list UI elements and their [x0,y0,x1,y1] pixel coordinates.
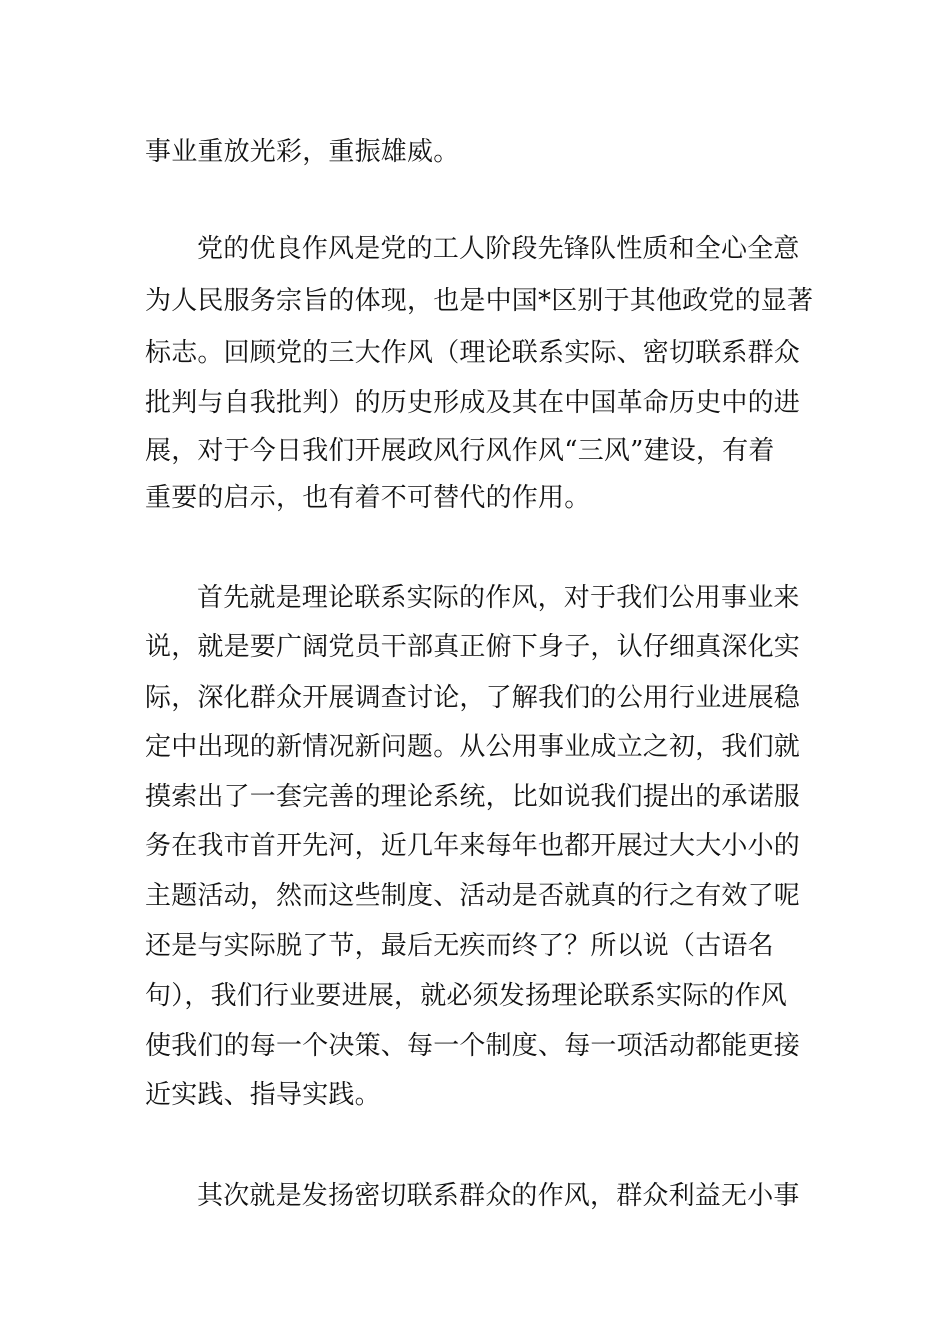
paragraph-2-line-1: 党的优良作风是党的工人阶段先锋队性质和全心全意 [197,234,800,264]
paragraph-3-line-11: 近实践、指导实践。 [145,1080,381,1110]
paragraph-2-line-4: 批判与自我批判）的历史形成及其在中国革命历史中的进 [145,388,801,418]
paragraph-2-line-3: 标志。回顾党的三大作风（理论联系实际、密切联系群众 [145,338,801,368]
paragraph-3-line-6: 务在我市首开先河，近几年来每年也都开展过大大小小的 [145,831,801,861]
paragraph-3-line-9: 句），我们行业要进展，就必须发扬理论联系实际的作风 [145,981,788,1011]
paragraph-4-line-1: 其次就是发扬密切联系群众的作风，群众利益无小事 [197,1181,800,1211]
paragraph-2-line-6: 重要的启示，也有着不可替代的作用。 [145,483,591,513]
paragraph-1-line-1: 事业重放光彩，重振雄威。 [145,137,460,167]
paragraph-3-line-8: 还是与实际脱了节，最后无疾而终了？所以说（古语名 [145,931,774,961]
paragraph-3-line-5: 摸索出了一套完善的理论系统，比如说我们提出的承诺服 [145,782,801,812]
paragraph-2-line-5: 展，对于今日我们开展政风行风作风“三风”建设，有着 [145,436,775,466]
paragraph-3-line-7: 主题活动，然而这些制度、活动是否就真的行之有效了呢 [145,881,801,911]
paragraph-2-line-2: 为人民服务宗旨的体现，也是中国*区别于其他政党的显著 [145,286,814,316]
paragraph-3-line-10: 使我们的每一个决策、每一个制度、每一项活动都能更接 [145,1031,801,1061]
paragraph-3-line-1: 首先就是理论联系实际的作风，对于我们公用事业来 [197,583,800,613]
paragraph-3-line-4: 定中出现的新情况新问题。从公用事业成立之初，我们就 [145,732,801,762]
paragraph-3-line-3: 际，深化群众开展调查讨论，了解我们的公用行业进展稳 [145,683,801,713]
paragraph-3-line-2: 说，就是要广阔党员干部真正俯下身子，认仔细真深化实 [145,632,801,662]
